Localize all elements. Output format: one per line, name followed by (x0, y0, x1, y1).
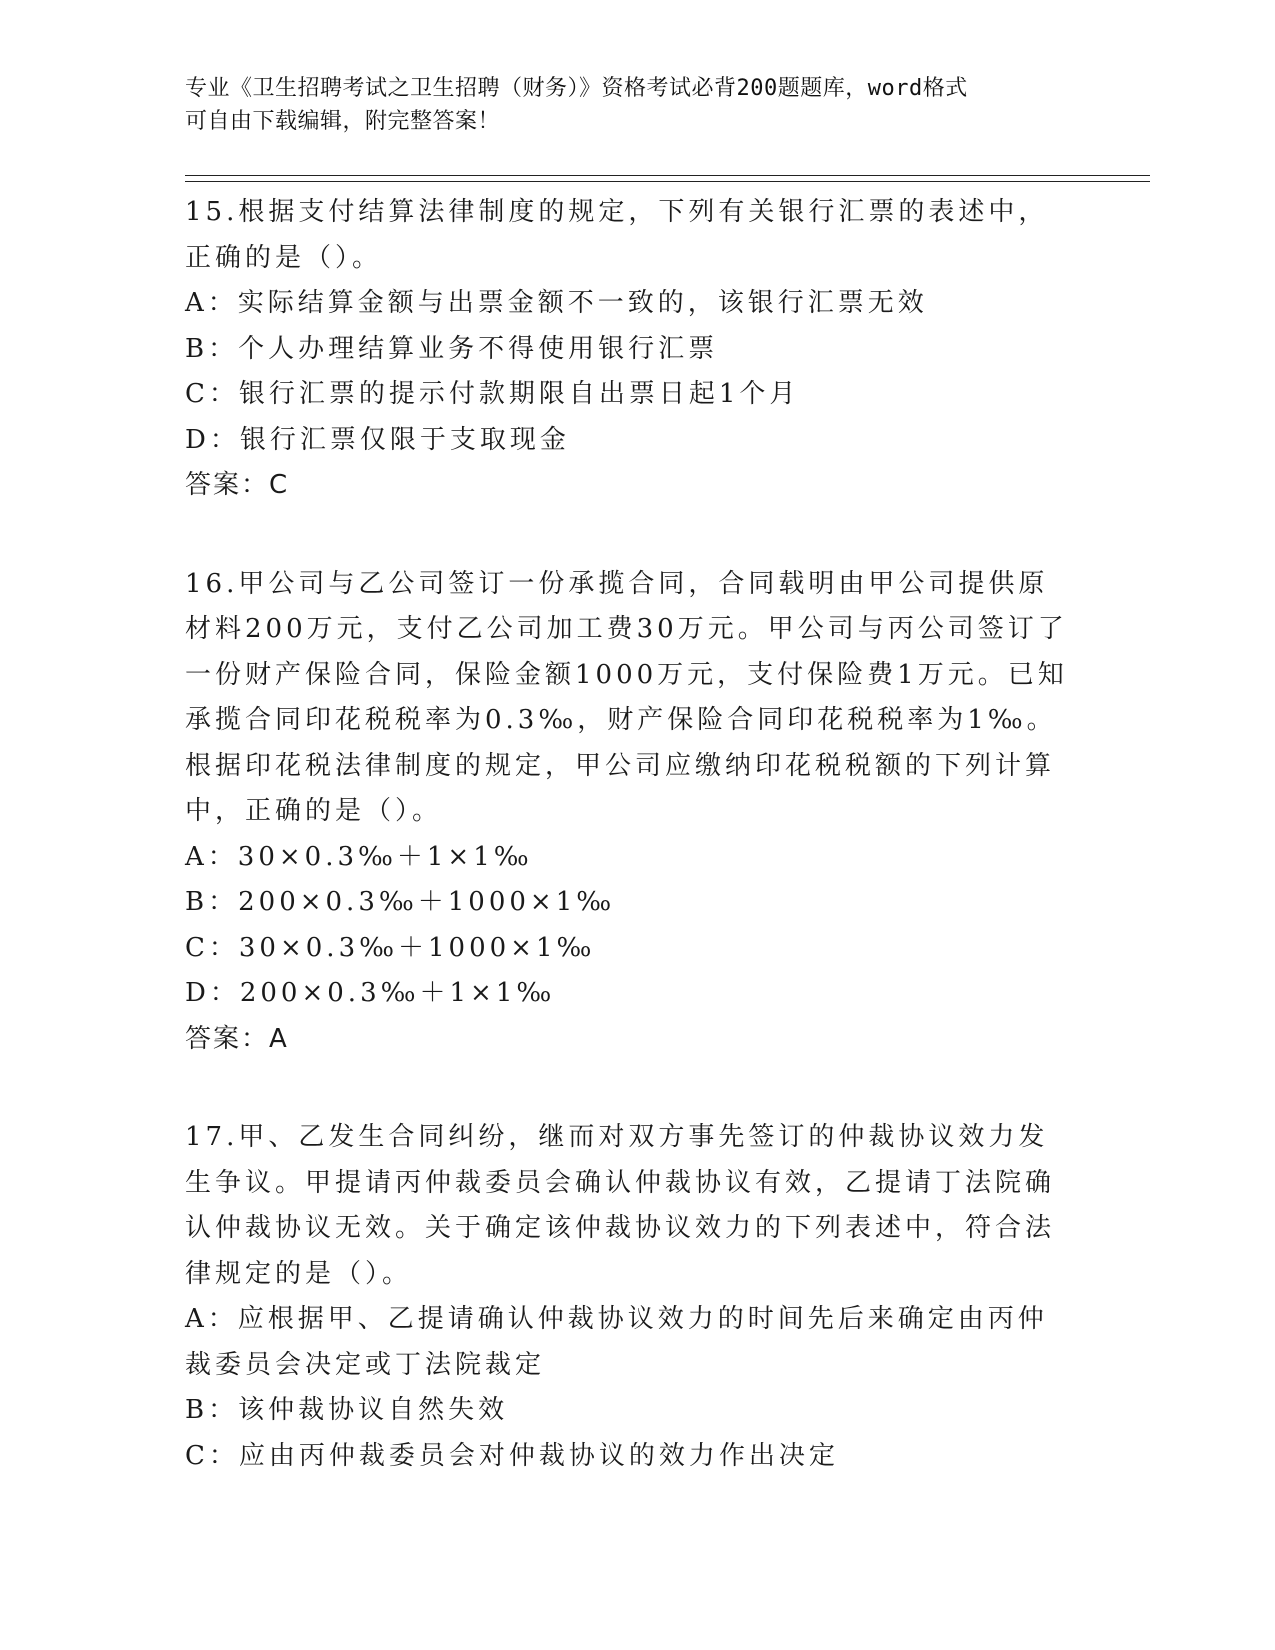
option-c: C：30×0.3‰＋1000×1‰ (185, 932, 596, 963)
option-b: B：个人办理结算业务不得使用银行汇票 (185, 333, 719, 364)
question-15 (185, 190, 1075, 509)
option-d: D：200×0.3‰＋1×1‰ (185, 978, 556, 1008)
question-text: 15.根据支付结算法律制度的规定，下列有关银行汇票的表述中，正确的是（）。 (185, 197, 1049, 273)
option-c: C：应由丙仲裁委员会对仲裁协议的效力作出决定 (185, 1440, 839, 1471)
question-text: 16.甲公司与乙公司签订一份承揽合同，合同载明由甲公司提供原材料200万元，支付乙公司加工费30万元。甲公司与丙公司签订了一份财产保险合同，保险金额1000万元，支付保险费1万元。已知承揽合同印花税税率为0.3‰，财产保险合同印花税税率为1‰。根据印花税法律制度的规定，甲公司应缴纳印花税税额的下列计算中，正确的是（）。 (185, 568, 1068, 826)
option-a: A：实际结算金额与出票金额不一致的，该银行汇票无效 (185, 288, 928, 318)
option-b: B：该仲裁协议自然失效 (185, 1395, 509, 1425)
answer-label: 答案：C (185, 470, 290, 500)
question-17 (185, 1115, 1075, 1479)
option-d: D：银行汇票仅限于支取现金 (185, 424, 570, 455)
header-line-1: 专业《卫生招聘考试之卫生招聘（财务）》资格考试必背200题题库，word格式 (185, 76, 968, 101)
question-16 (185, 562, 1075, 1063)
document-header (185, 72, 1065, 138)
answer-label: 答案：A (185, 1023, 289, 1054)
option-b: B：200×0.3‰＋1000×1‰ (185, 887, 616, 917)
option-c: C：银行汇票的提示付款期限自出票日起1个月 (185, 379, 800, 409)
question-list (185, 190, 1075, 1532)
question-text: 17.甲、乙发生合同纠纷，继而对双方事先签订的仲裁协议效力发生争议。甲提请丙仲裁委员会确认仲裁协议有效，乙提请丁法院确认仲裁协议无效。关于确定该仲裁协议效力的下列表述中，符合法律规定的是（）。 (185, 1122, 1056, 1289)
header-divider-top (185, 175, 1150, 176)
option-a: A：30×0.3‰＋1×1‰ (185, 841, 533, 872)
header-line-2: 可自由下载编辑，附完整答案！ (185, 109, 501, 134)
header-divider-bottom (185, 181, 1150, 182)
option-a: A：应根据甲、乙提请确认仲裁协议效力的时间先后来确定由丙仲裁委员会决定或丁法院裁定 (185, 1304, 1048, 1380)
